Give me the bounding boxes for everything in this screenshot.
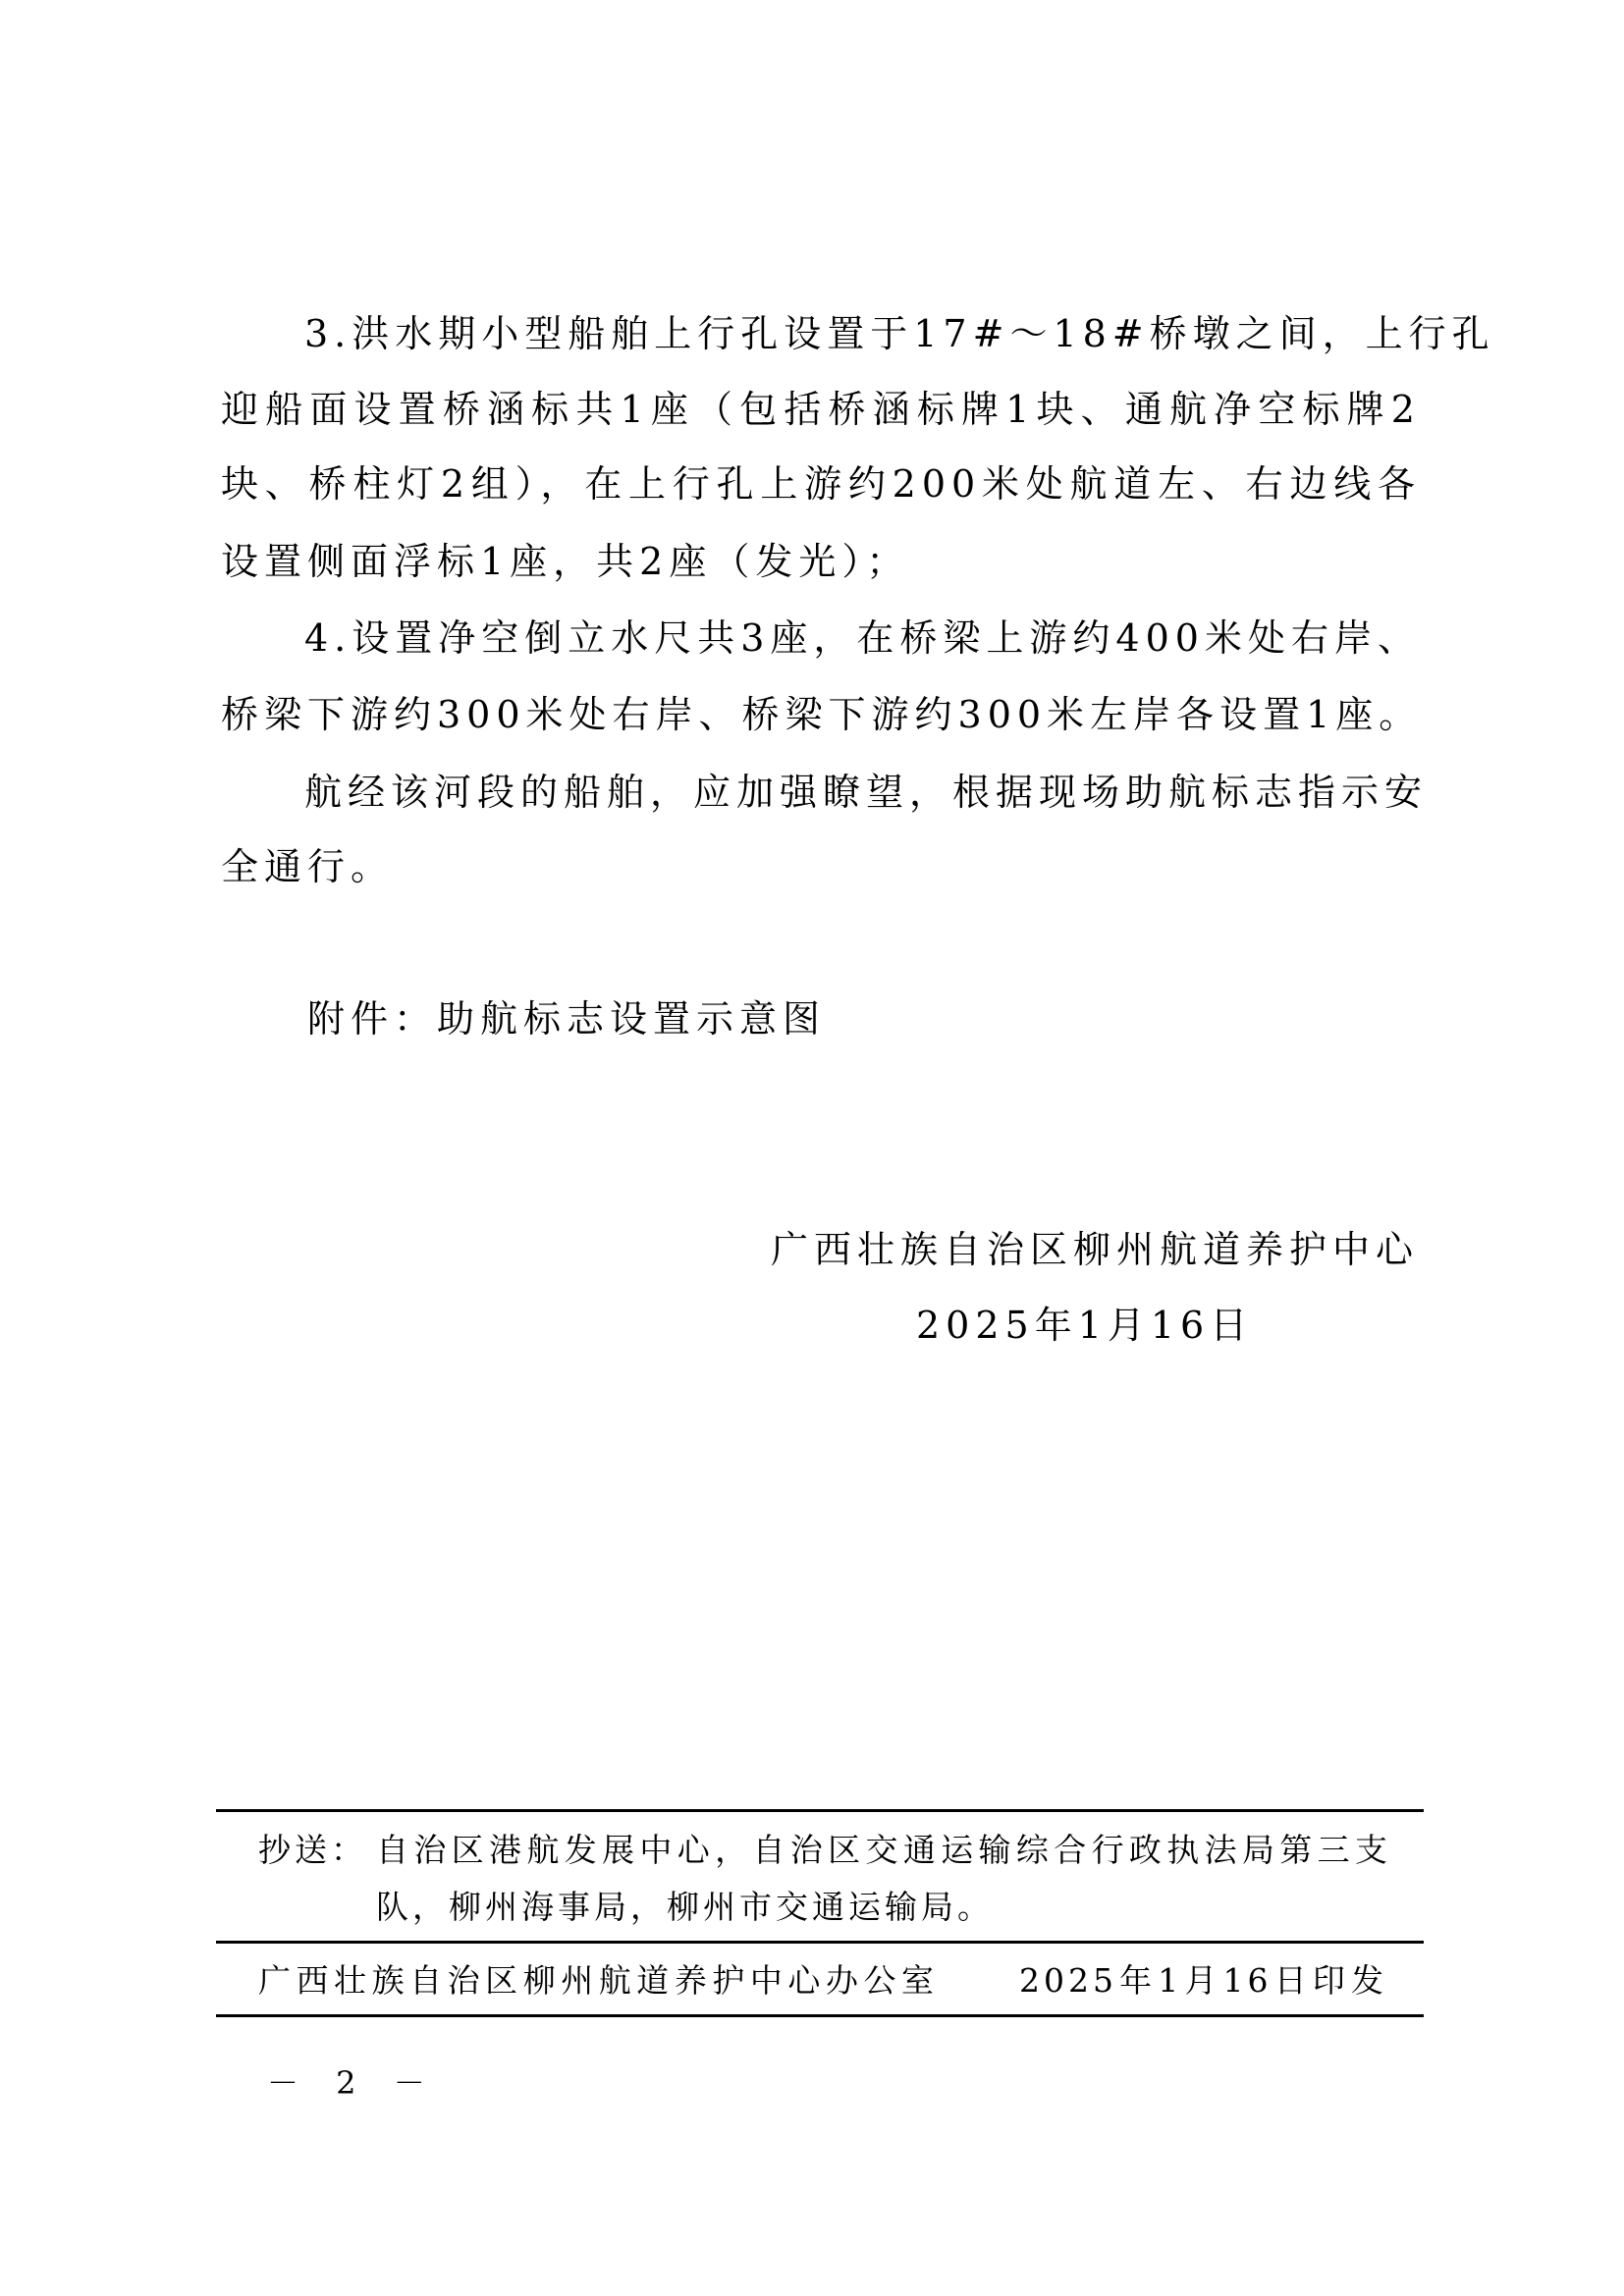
para4-line2: 桥梁下游约300米处右岸、桥梁下游约300米左岸各设置1座。 xyxy=(221,693,1423,736)
para3-line1: 3.洪水期小型船舶上行孔设置于17#～18#桥墩之间，上行孔 xyxy=(304,312,1495,355)
page-number: － 2 － xyxy=(267,2064,439,2102)
para4-line1: 4.设置净空倒立水尺共3座，在桥梁上游约400米处右岸、 xyxy=(304,616,1421,660)
cc-line1: 自治区港航发展中心，自治区交通运输综合行政执法局第三支 xyxy=(376,1831,1391,1869)
attachment-line: 附件：助航标志设置示意图 xyxy=(307,997,827,1041)
footer-rule-middle xyxy=(216,1941,1424,1944)
signature-date: 2025年1月16日 xyxy=(916,1304,1254,1347)
footer-rule-top xyxy=(216,1809,1424,1812)
para3-line4: 设置侧面浮标1座，共2座（发光）； xyxy=(221,540,910,583)
issuer-office: 广西壮族自治区柳州航道养护中心办公室 xyxy=(258,1961,938,2000)
notice-line1: 航经该河段的船舶，应加强瞭望，根据现场助航标志指示安 xyxy=(304,771,1429,814)
cc-label: 抄送： xyxy=(258,1831,367,1869)
cc-line2: 队，柳州海事局，柳州市交通运输局。 xyxy=(376,1888,994,1926)
para3-line3: 块、桥柱灯2组），在上行孔上游约200米处航道左、右边线各 xyxy=(221,462,1421,506)
notice-line2: 全通行。 xyxy=(221,845,395,888)
footer-rule-bottom xyxy=(216,2014,1424,2017)
signature-organization: 广西壮族自治区柳州航道养护中心 xyxy=(771,1228,1420,1271)
para3-line2: 迎船面设置桥涵标共1座（包括桥涵标牌1块、通航净空标牌2 xyxy=(221,388,1421,431)
issue-date: 2025年1月16日印发 xyxy=(1019,1961,1387,2000)
